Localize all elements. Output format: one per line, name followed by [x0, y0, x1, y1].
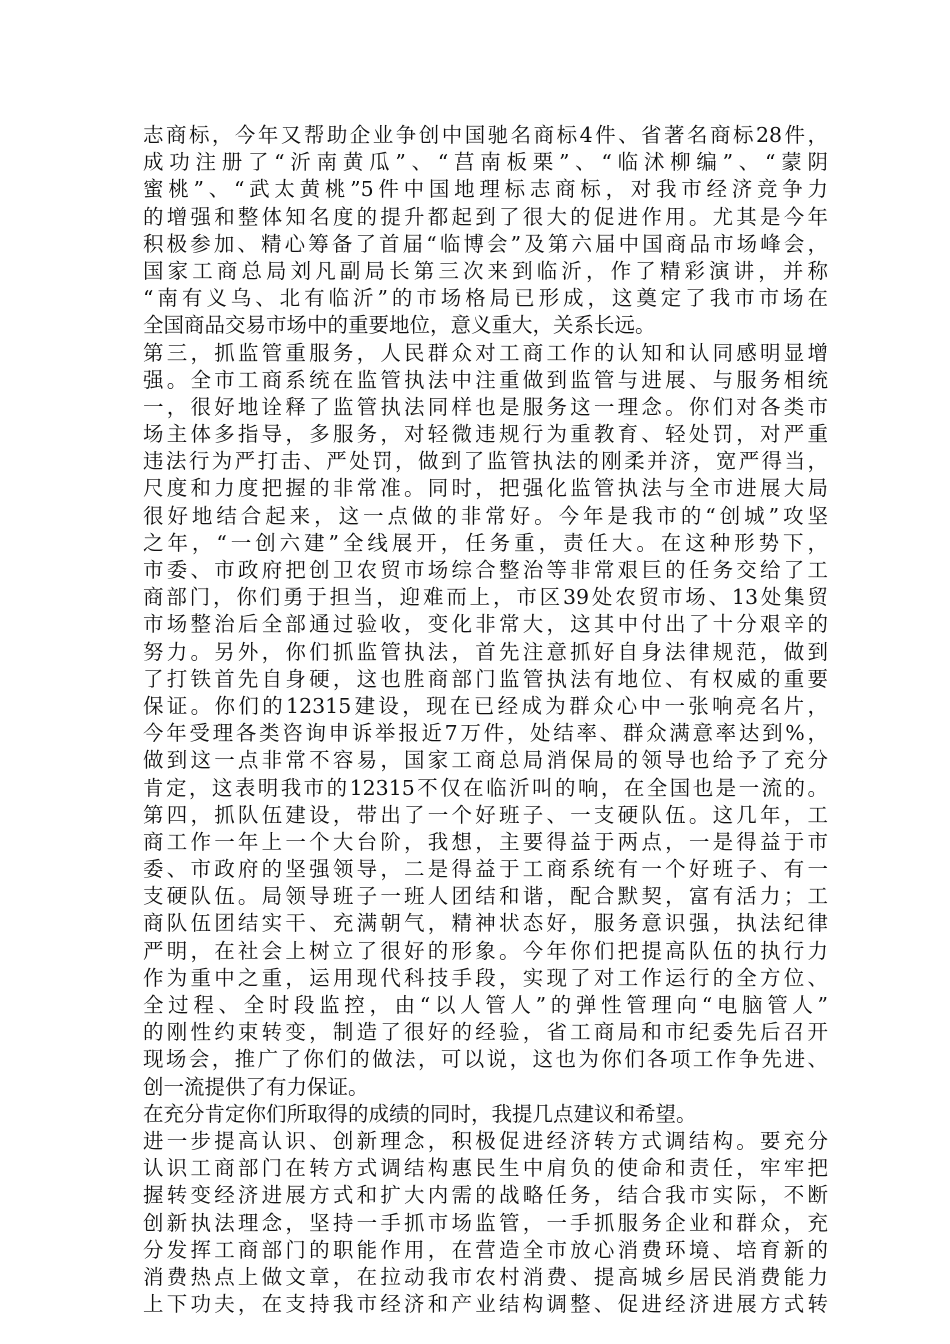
text-line: 分发挥工商部门的职能作用，在营造全市放心消费环境、培育新的 [143, 1237, 828, 1262]
text-line: 严明，在社会上树立了很好的形象。今年你们把提高队伍的执行力 [143, 938, 828, 963]
text-line: 之年，“一创六建”全线展开，任务重，责任大。在这种形势下， [143, 530, 828, 555]
text-line: 第三，抓监管重服务，人民群众对工商工作的认知和认同感明显增 [143, 340, 828, 365]
text-line: 做到这一点非常不容易，国家工商总局消保局的领导也给予了充分 [143, 748, 828, 773]
text-line: 志商标，今年又帮助企业争创中国驰名商标4件、省著名商标28件， [143, 123, 828, 147]
text-line: 了打铁首先自身硬，这也胜商部门监管执法有地位、有权威的重要 [143, 666, 828, 691]
text-line: 场主体多指导，多服务，对轻微违规行为重教育、轻处罚，对严重 [143, 422, 828, 447]
text-line: 上下功夫，在支持我市经济和产业结构调整、促进经济进展方式转 [143, 1292, 828, 1317]
text-line: 商部门，你们勇于担当，迎难而上，市区39处农贸市场、13处集贸 [143, 585, 828, 610]
text-line: 现场会，推广了你们的做法，可以说，这也为你们各项工作争先进、 [143, 1047, 828, 1072]
document-page [143, 122, 828, 1318]
text-line: 创新执法理念，坚持一手抓市场监管，一手抓服务企业和群众，充 [143, 1210, 828, 1235]
text-line: 尺度和力度把握的非常准。同时，把强化监管执法与全市进展大局 [143, 476, 828, 501]
text-line: 国家工商总局刘凡副局长第三次来到临沂，作了精彩演讲，并称 [143, 258, 828, 283]
text-line: 认识工商部门在转方式调结构惠民生中肩负的使命和责任，牢牢把 [143, 1156, 828, 1181]
text-line: 创一流提供了有力保证。 [143, 1074, 369, 1099]
text-line: 蜜桃”、“武太黄桃”5件中国地理标志商标，对我市经济竞争力 [143, 177, 828, 202]
text-line: 作为重中之重，运用现代科技手段，实现了对工作运行的全方位、 [143, 965, 828, 990]
text-line: 全过程、全时段监控，由“以人管人”的弹性管理向“电脑管人” [143, 993, 828, 1017]
text-line: 在充分肯定你们所取得的成绩的同时，我提几点建议和希望。 [143, 1101, 697, 1126]
text-line: 全国商品交易市场中的重要地位，意义重大，关系长远。 [143, 313, 656, 338]
text-line: 违法行为严打击、严处罚，做到了监管执法的刚柔并济，宽严得当， [143, 449, 828, 474]
text-line: 今年受理各类咨询申诉举报近7万件，处结率、群众满意率达到%， [143, 721, 828, 746]
text-line: 支硬队伍。局领导班子一班人团结和谐，配合默契，富有活力；工 [143, 884, 828, 909]
text-line: 市场整治后全部通过验收，变化非常大，这其中付出了十分艰辛的 [143, 612, 828, 637]
text-line: 第四，抓队伍建设，带出了一个好班子、一支硬队伍。这几年，工 [143, 802, 828, 827]
text-line: 强。全市工商系统在监管执法中注重做到监管与进展、与服务相统 [143, 367, 828, 392]
text-line: 商队伍团结实干、充满朝气，精神状态好，服务意识强，执法纪律 [143, 911, 828, 936]
text-line: 的增强和整体知名度的提升都起到了很大的促进作用。尤其是今年 [143, 204, 828, 229]
text-line: 消费热点上做文章，在拉动我市农村消费、提高城乡居民消费能力 [143, 1264, 828, 1289]
text-line: 努力。另外，你们抓监管执法，首先注意抓好自身法律规范，做到 [143, 639, 828, 664]
text-line: “南有义乌、北有临沂”的市场格局已形成，这奠定了我市市场在 [143, 286, 828, 311]
text-line: 进一步提高认识、创新理念，积极促进经济转方式调结构。要充分 [143, 1128, 828, 1153]
text-line: 保证。你们的12315建设，现在已经成为群众心中一张响亮名片， [143, 693, 828, 718]
text-line: 肯定，这表明我市的12315不仅在临沂叫的响，在全国也是一流的。 [143, 775, 828, 800]
text-line: 委、市政府的坚强领导，二是得益于工商系统有一个好班子、有一 [143, 857, 828, 882]
text-line: 市委、市政府把创卫农贸市场综合整治等非常艰巨的任务交给了工 [143, 558, 828, 582]
text-line: 商工作一年上一个大台阶，我想，主要得益于两点，一是得益于市 [143, 829, 828, 854]
text-line: 一，很好地诠释了监管执法同样也是服务这一理念。你们对各类市 [143, 394, 828, 419]
text-line: 握转变经济进展方式和扩大内需的战略任务，结合我市实际，不断 [143, 1183, 828, 1208]
text-line: 很好地结合起来，这一点做的非常好。今年是我市的“创城”攻坚 [143, 503, 828, 528]
text-line: 积极参加、精心筹备了首届“临博会”及第六届中国商品市场峰会， [143, 231, 828, 256]
text-line: 的刚性约束转变，制造了很好的经验，省工商局和市纪委先后召开 [143, 1020, 828, 1045]
text-line: 成功注册了“沂南黄瓜”、“莒南板栗”、“临沭柳编”、“蒙阴 [143, 150, 828, 175]
